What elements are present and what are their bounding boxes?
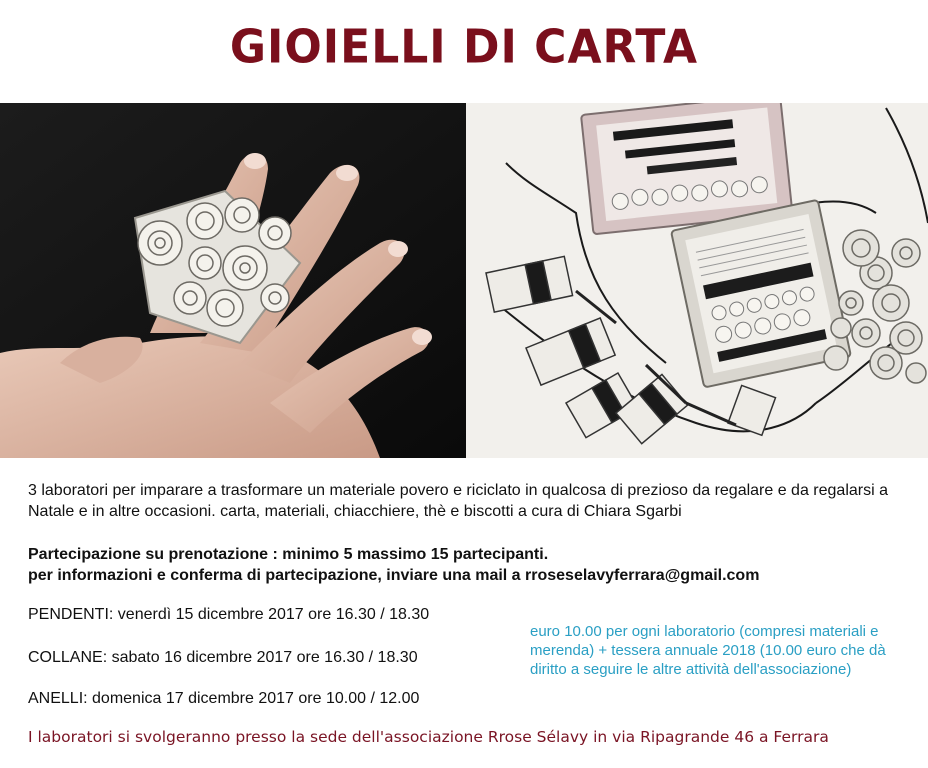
photo-strip: [0, 103, 928, 458]
necklace-photo: [466, 103, 928, 458]
intro-text: 3 laboratori per imparare a trasformare un materiale povero e riciclato in qualcosa di prezioso da regalare e da regalarsi a Natale e in altre occasioni. carta, materiali, chiacchiere, thè e biscotti a cura di Chiara Sgarbi: [28, 482, 888, 520]
schedule-anelli: ANELLI: domenica 17 dicembre 2017 ore 10.00 / 12.00: [28, 690, 420, 707]
schedule-pendenti: PENDENTI: venerdì 15 dicembre 2017 ore 16.30 / 18.30: [28, 606, 430, 623]
price-info: euro 10.00 per ogni laboratorio (compresi materiali e merenda) + tessera annuale 2018 (10.00 euro che dà diritto a seguire le altre attività dell'associazione): [530, 623, 886, 678]
booking-line-1: Partecipazione su prenotazione : minimo 5 massimo 15 partecipanti.: [28, 546, 549, 563]
booking-info: [28, 544, 908, 586]
schedule-collane: COLLANE: sabato 16 dicembre 2017 ore 16.30 / 18.30: [28, 649, 418, 666]
ring-photo: [0, 103, 466, 458]
page-title: GIOIELLI DI CARTA: [229, 20, 699, 75]
venue-footer: I laboratori si svolgeranno presso la sede dell'associazione Rrose Sélavy in via Ripagrande 46 a Ferrara: [28, 728, 829, 746]
booking-line-2: per informazioni e conferma di partecipazione, inviare una mail a rroseselavyferrara@gmail.com: [28, 567, 760, 584]
